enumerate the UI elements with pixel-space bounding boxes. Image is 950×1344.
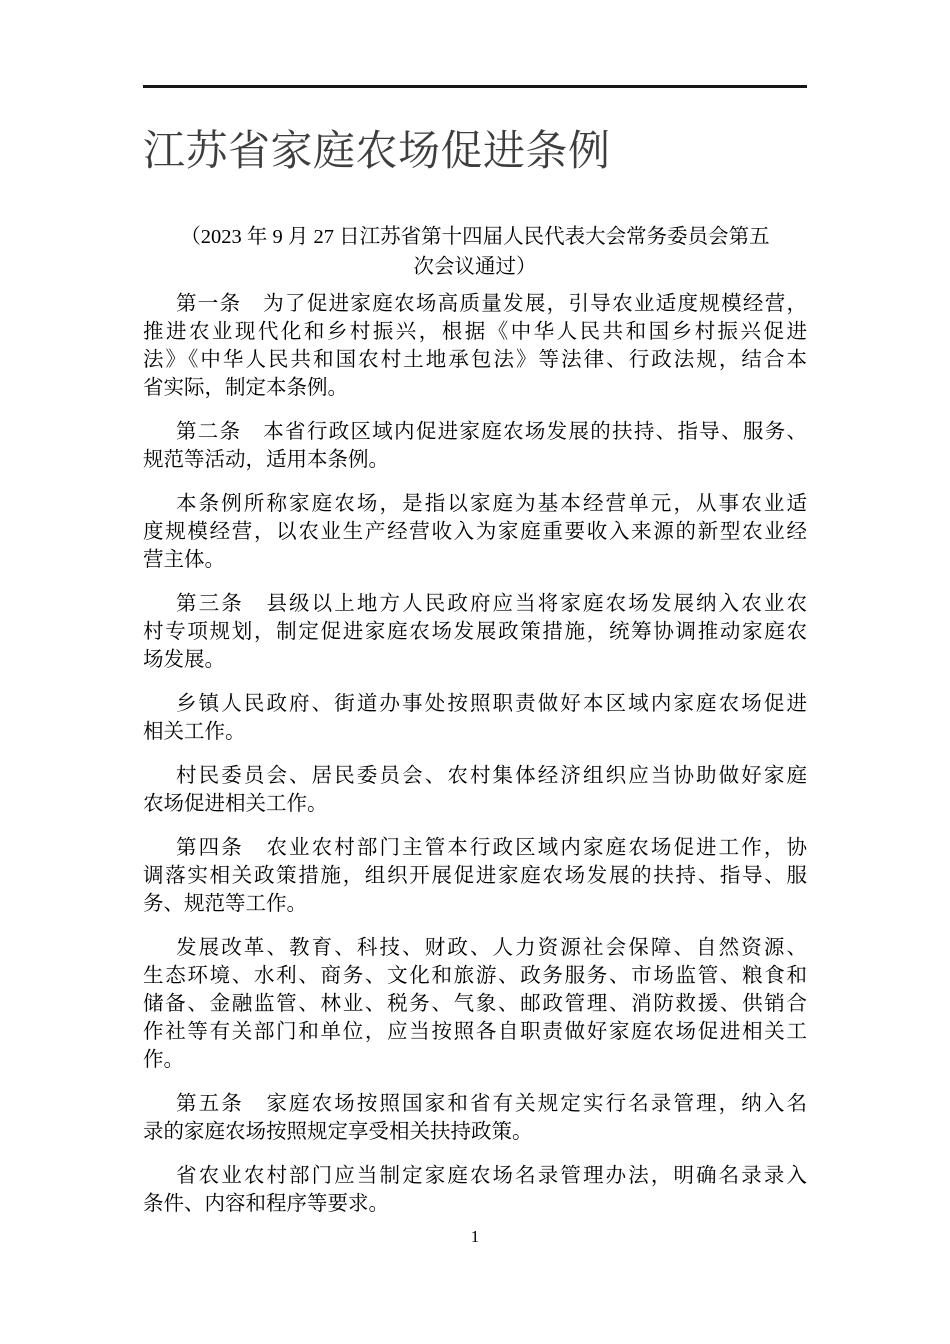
- header-rule: [143, 85, 807, 88]
- paragraph: [143, 934, 807, 1074]
- paragraph-line: 条件、内容和程序等要求。: [143, 1193, 389, 1215]
- paragraph: [143, 418, 807, 474]
- paragraph-line: 第四条 农业农村部门主管本行政区域内家庭农场促进工作，协: [176, 837, 807, 859]
- paragraph-line: 调落实相关政策措施，组织开展促进家庭农场发展的扶持、指导、服: [143, 865, 807, 887]
- paragraph-line: 村专项规划，制定促进家庭农场发展政策措施，统筹协调推动家庭农: [143, 621, 807, 643]
- paragraph-line: 农场促进相关工作。: [143, 793, 328, 815]
- document-title: 江苏省家庭农场促进条例: [143, 127, 611, 174]
- paragraph-line: 第三条 县级以上地方人民政府应当将家庭农场发展纳入农业农: [176, 593, 807, 615]
- adoption-note: [143, 222, 807, 282]
- paragraph-line: 省农业农村部门应当制定家庭农场名录管理办法，明确名录录入: [176, 1165, 807, 1187]
- paragraph-line: 相关工作。: [143, 721, 246, 743]
- paragraph: [143, 590, 807, 674]
- paragraph-line: 村民委员会、居民委员会、农村集体经济组织应当协助做好家庭: [176, 765, 807, 787]
- paragraph-line: 规范等活动，适用本条例。: [143, 449, 389, 471]
- paragraph-line: 生态环境、水利、商务、文化和旅游、政务服务、市场监管、粮食和: [143, 965, 807, 987]
- paragraph-line: 第一条 为了促进家庭农场高质量发展，引导农业适度规模经营，: [176, 293, 807, 315]
- paragraph-line: 作。: [143, 1049, 184, 1071]
- paragraph-line: 度规模经营，以农业生产经营收入为家庭重要收入来源的新型农业经: [143, 521, 807, 543]
- paragraph-line: 法》《中华人民共和国农村土地承包法》等法律、行政法规，结合本: [143, 349, 807, 371]
- paragraph-line: 场发展。: [143, 649, 225, 671]
- paragraph-line: 务、规范等工作。: [143, 893, 307, 915]
- paragraph-line: 省实际，制定本条例。: [143, 377, 348, 399]
- paragraph: [143, 690, 807, 746]
- paragraph-line: 作社等有关部门和单位，应当按照各自职责做好家庭农场促进相关工: [143, 1021, 807, 1043]
- text-line: 次会议通过）: [413, 256, 537, 278]
- paragraph: [143, 290, 807, 402]
- paragraph-line: 录的家庭农场按照规定享受相关扶持政策。: [143, 1121, 533, 1143]
- text-line: （2023 年 9 月 27 日江苏省第十四届人民代表大会常务委员会第五: [180, 226, 770, 248]
- paragraph-line: 营主体。: [143, 549, 225, 571]
- paragraph: [143, 1162, 807, 1218]
- paragraph: [143, 762, 807, 818]
- paragraph: [143, 490, 807, 574]
- paragraph-line: 第二条 本省行政区域内促进家庭农场发展的扶持、指导、服务、: [176, 421, 807, 443]
- paragraph-line: 乡镇人民政府、街道办事处按照职责做好本区域内家庭农场促进: [176, 693, 807, 715]
- paragraph: [143, 1090, 807, 1146]
- paragraph-line: 本条例所称家庭农场，是指以家庭为基本经营单元，从事农业适: [176, 493, 807, 515]
- paragraph-line: 发展改革、教育、科技、财政、人力资源社会保障、自然资源、: [176, 937, 807, 959]
- paragraph: [143, 834, 807, 918]
- paragraph-line: 第五条 家庭农场按照国家和省有关规定实行名录管理，纳入名: [176, 1093, 807, 1115]
- paragraph-line: 储备、金融监管、林业、税务、气象、邮政管理、消防救援、供销合: [143, 993, 807, 1015]
- page-number: 1: [470, 1227, 480, 1246]
- paragraph-line: 推进农业现代化和乡村振兴，根据《中华人民共和国乡村振兴促进: [143, 321, 807, 343]
- document-body: [143, 290, 807, 1234]
